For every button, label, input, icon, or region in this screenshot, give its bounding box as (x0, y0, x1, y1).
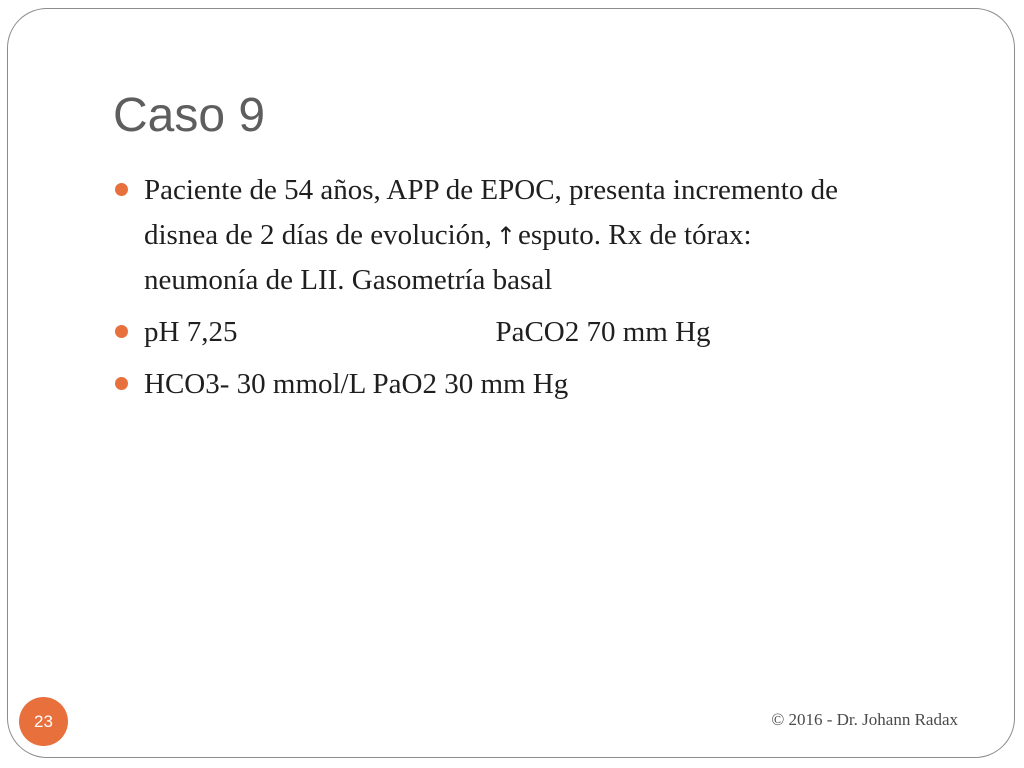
bullet-list (113, 168, 953, 414)
bullet-line: neumonía de LII. Gasometría basal (144, 264, 553, 296)
up-arrow-icon: ↑ (495, 222, 517, 250)
bullet-text: disnea de 2 días de evolución, (144, 219, 492, 251)
slide-title: Caso 9 (113, 89, 266, 142)
bullet-item-hco3 (113, 362, 953, 407)
bullet-line: Paciente de 54 años, APP de EPOC, presenta incremento de (144, 174, 838, 206)
bullet-line: HCO3- 30 mmol/L PaO2 30 mm Hg (144, 368, 569, 400)
paco2-value: PaCO2 70 mm Hg (495, 316, 711, 348)
footer-copyright: © 2016 - Dr. Johann Radax (771, 710, 958, 729)
bullet-dot-icon (115, 325, 128, 338)
bullet-dot-icon (115, 377, 128, 390)
page-number-badge: 23 (19, 697, 68, 746)
bullet-item-ph (113, 310, 953, 355)
bullet-line (144, 310, 953, 355)
bullet-dot-icon (115, 183, 128, 196)
bullet-text: esputo. Rx de tórax: (518, 219, 752, 251)
bullet-item-patient (113, 168, 953, 303)
ph-value: pH 7,25 (144, 316, 238, 348)
bullet-line (144, 213, 953, 258)
